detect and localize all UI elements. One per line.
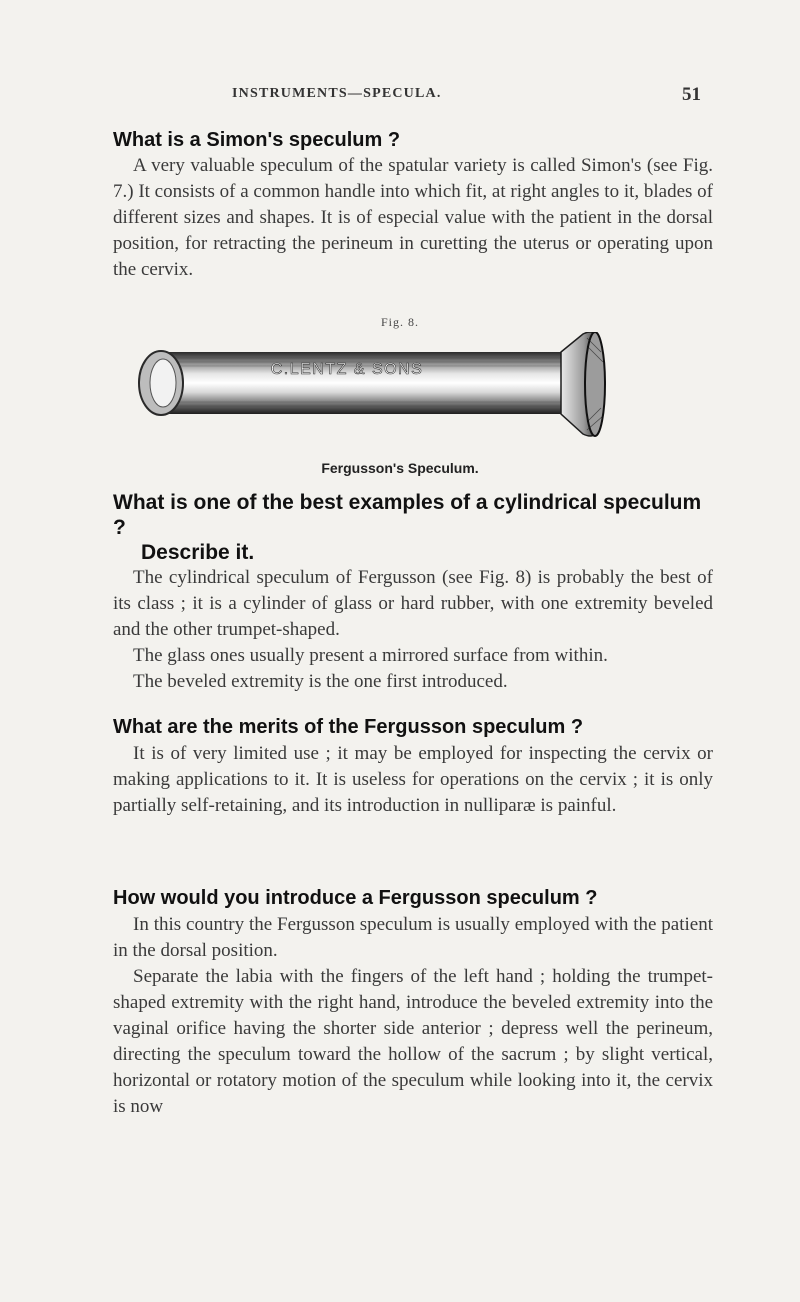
section-simons-speculum [113,127,713,283]
figure-label: Fig. 8. [380,315,419,329]
beveled-extremity [139,351,183,415]
answer-paragraph: The glass ones usually present a mirrored surface from within. [133,645,608,666]
section-cylindrical-speculum [113,490,713,695]
answer-paragraph: Separate the labia with the fingers of the left hand ; holding the trumpet-shaped extremity with the right hand, introduce the beveled extremity into the vaginal orifice having the shorter side anterior ; depress well the perineum, directing the speculum toward the hollow of the sacrum ; by slight vertical, horizontal or rotatory motion of the speculum while looking into it, the cervix is now [113,966,713,1117]
engraved-maker-mark: C.LENTZ & SONS [270,361,424,378]
running-title: INSTRUMENTS—SPECULA. [232,86,442,101]
fergusson-speculum-illustration [125,332,625,448]
answer-paragraph: The beveled extremity is the one first introduced. [133,671,508,692]
section-fergusson-merits [113,714,713,819]
question-heading: What is one of the best examples of a cylindrical speculum ? [113,491,702,539]
question-heading: How would you introduce a Fergusson speculum ? [113,887,598,909]
answer-paragraph: In this country the Fergusson speculum is usually employed with the patient in the dorsal position. [113,914,713,961]
section-fergusson-introduction [113,884,713,1120]
question-heading: What are the merits of the Fergusson speculum ? [113,716,584,738]
answer-paragraph: The cylindrical speculum of Fergusson (see Fig. 8) is probably the best of its class ; it is a cylinder of glass or hard rubber, with one extremity beveled and the other trumpet-shaped. [113,567,713,640]
running-head [0,86,800,110]
figure-caption: Fergusson's Speculum. [321,460,479,476]
question-heading: What is a Simon's speculum ? [113,129,401,151]
question-heading-continued: Describe it. [141,541,255,564]
answer-paragraph: A very valuable speculum of the spatular variety is called Simon's (see Fig. 7.) It consists of a common handle into which fit, at right angles to it, blades of different sizes and shapes. It is of especial value with the patient in the dorsal position, for retracting the perineum in curetting the uterus or operating upon the cervix. [113,155,713,280]
page-number: 51 [682,84,701,105]
answer-paragraph: It is of very limited use ; it may be employed for inspecting the cervix or making applications to it. It is useless for operations on the cervix ; it is only partially self-retaining, and its introduction in nulliparæ is painful. [113,743,713,816]
trumpet-extremity [561,332,605,436]
